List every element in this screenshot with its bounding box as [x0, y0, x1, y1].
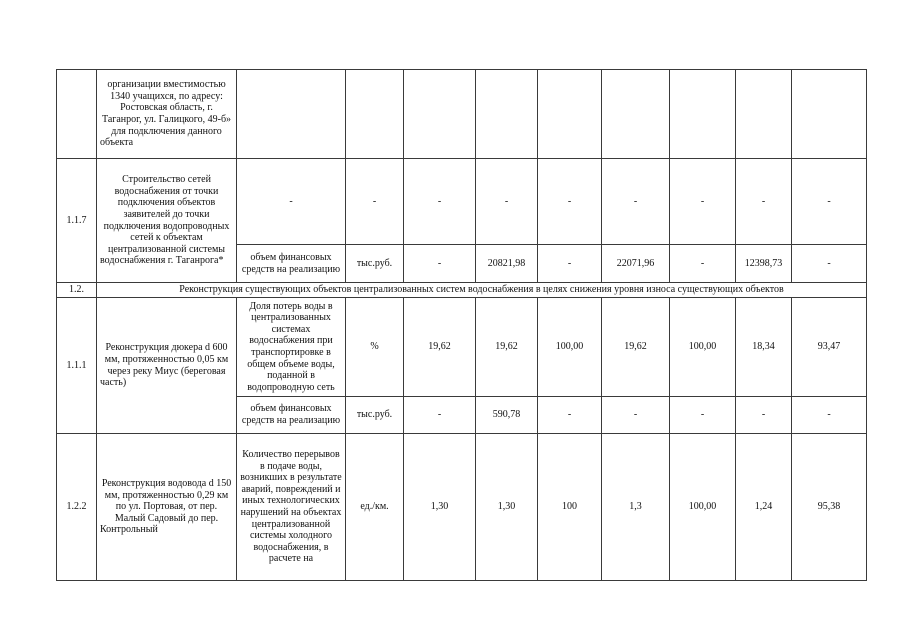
- row-indicator: [237, 70, 346, 159]
- row-unit: ед./км.: [346, 434, 404, 581]
- table-cell: 95,38: [792, 434, 867, 581]
- table-cell: -: [736, 159, 792, 245]
- table-cell: 93,47: [792, 298, 867, 397]
- table-cell: -: [670, 397, 736, 434]
- table-cell: 100,00: [670, 434, 736, 581]
- table-cell: 590,78: [476, 397, 538, 434]
- investment-program-table: [56, 69, 867, 581]
- table-cell: -: [602, 397, 670, 434]
- table-cell: [538, 70, 602, 159]
- table-cell: 18,34: [736, 298, 792, 397]
- table-cell: 1,3: [602, 434, 670, 581]
- row-unit: [346, 70, 404, 159]
- row-number: 1.1.1: [57, 298, 97, 434]
- row-number: 1.2.2: [57, 434, 97, 581]
- row-unit: тыс.руб.: [346, 397, 404, 434]
- table-row: [57, 298, 867, 397]
- table-cell: 100,00: [670, 298, 736, 397]
- section-row: [57, 283, 867, 298]
- table-cell: -: [538, 397, 602, 434]
- table-cell: -: [792, 245, 867, 283]
- table-row: [57, 159, 867, 245]
- section-number: 1.2.: [57, 283, 97, 298]
- row-indicator: Доля потерь воды в централизованных системах водоснабжения при транспортировке в общем объеме воды, поданной в водопроводную сеть: [237, 298, 346, 397]
- row-number: [57, 70, 97, 159]
- table-cell: 12398,73: [736, 245, 792, 283]
- table-cell: -: [792, 159, 867, 245]
- row-indicator: -: [237, 159, 346, 245]
- table-cell: -: [538, 159, 602, 245]
- table-cell: -: [538, 245, 602, 283]
- row-number: 1.1.7: [57, 159, 97, 283]
- table-cell: -: [602, 159, 670, 245]
- table-cell: 19,62: [602, 298, 670, 397]
- row-unit: %: [346, 298, 404, 397]
- row-description: Реконструкция дюкера d 600 мм, протяженностью 0,05 км через реку Миус (береговая часть): [97, 298, 237, 434]
- table-cell: -: [404, 245, 476, 283]
- table-cell: [476, 70, 538, 159]
- row-indicator: Количество перерывов в подаче воды, возникших в результате аварий, повреждений и иных технологических нарушений на объектах централизованной системы холодного водоснабжения, в расчете на: [237, 434, 346, 581]
- row-description: организации вместимостью 1340 учащихся, по адресу: Ростовская область, г. Таганрог, ул. Галицкого, 49-б» для подключения данного объекта: [97, 70, 237, 159]
- row-description: Строительство сетей водоснабжения от точки подключения объектов заявителей до точки подключения водопроводных сетей к объектам централизованной системы водоснабжения г. Таганрога*: [97, 159, 237, 283]
- table-row: [57, 70, 867, 159]
- table-cell: -: [404, 397, 476, 434]
- table-cell: [602, 70, 670, 159]
- table-cell: 1,30: [404, 434, 476, 581]
- table-cell: -: [670, 159, 736, 245]
- table-cell: -: [736, 397, 792, 434]
- table-cell: 19,62: [404, 298, 476, 397]
- table-cell: -: [476, 159, 538, 245]
- table-cell: [670, 70, 736, 159]
- section-title: Реконструкция существующих объектов централизованных систем водоснабжения в целях снижения уровня износа существующих объектов: [97, 283, 867, 298]
- table-cell: [404, 70, 476, 159]
- table-cell: 22071,96: [602, 245, 670, 283]
- table-row: [57, 434, 867, 581]
- table-cell: 20821,98: [476, 245, 538, 283]
- row-unit: -: [346, 159, 404, 245]
- row-indicator: объем финансовых средств на реализацию: [237, 245, 346, 283]
- table-cell: 100,00: [538, 298, 602, 397]
- table-cell: [792, 70, 867, 159]
- table-cell: 19,62: [476, 298, 538, 397]
- row-unit: тыс.руб.: [346, 245, 404, 283]
- table-cell: 100: [538, 434, 602, 581]
- table-cell: [736, 70, 792, 159]
- table-cell: -: [792, 397, 867, 434]
- row-description: Реконструкция водовода d 150 мм, протяженностью 0,29 км по ул. Портовая, от пер. Малый Садовый до пер. Контрольный: [97, 434, 237, 581]
- table-cell: 1,30: [476, 434, 538, 581]
- table-cell: -: [404, 159, 476, 245]
- table-cell: -: [670, 245, 736, 283]
- table-cell: 1,24: [736, 434, 792, 581]
- row-indicator: объем финансовых средств на реализацию: [237, 397, 346, 434]
